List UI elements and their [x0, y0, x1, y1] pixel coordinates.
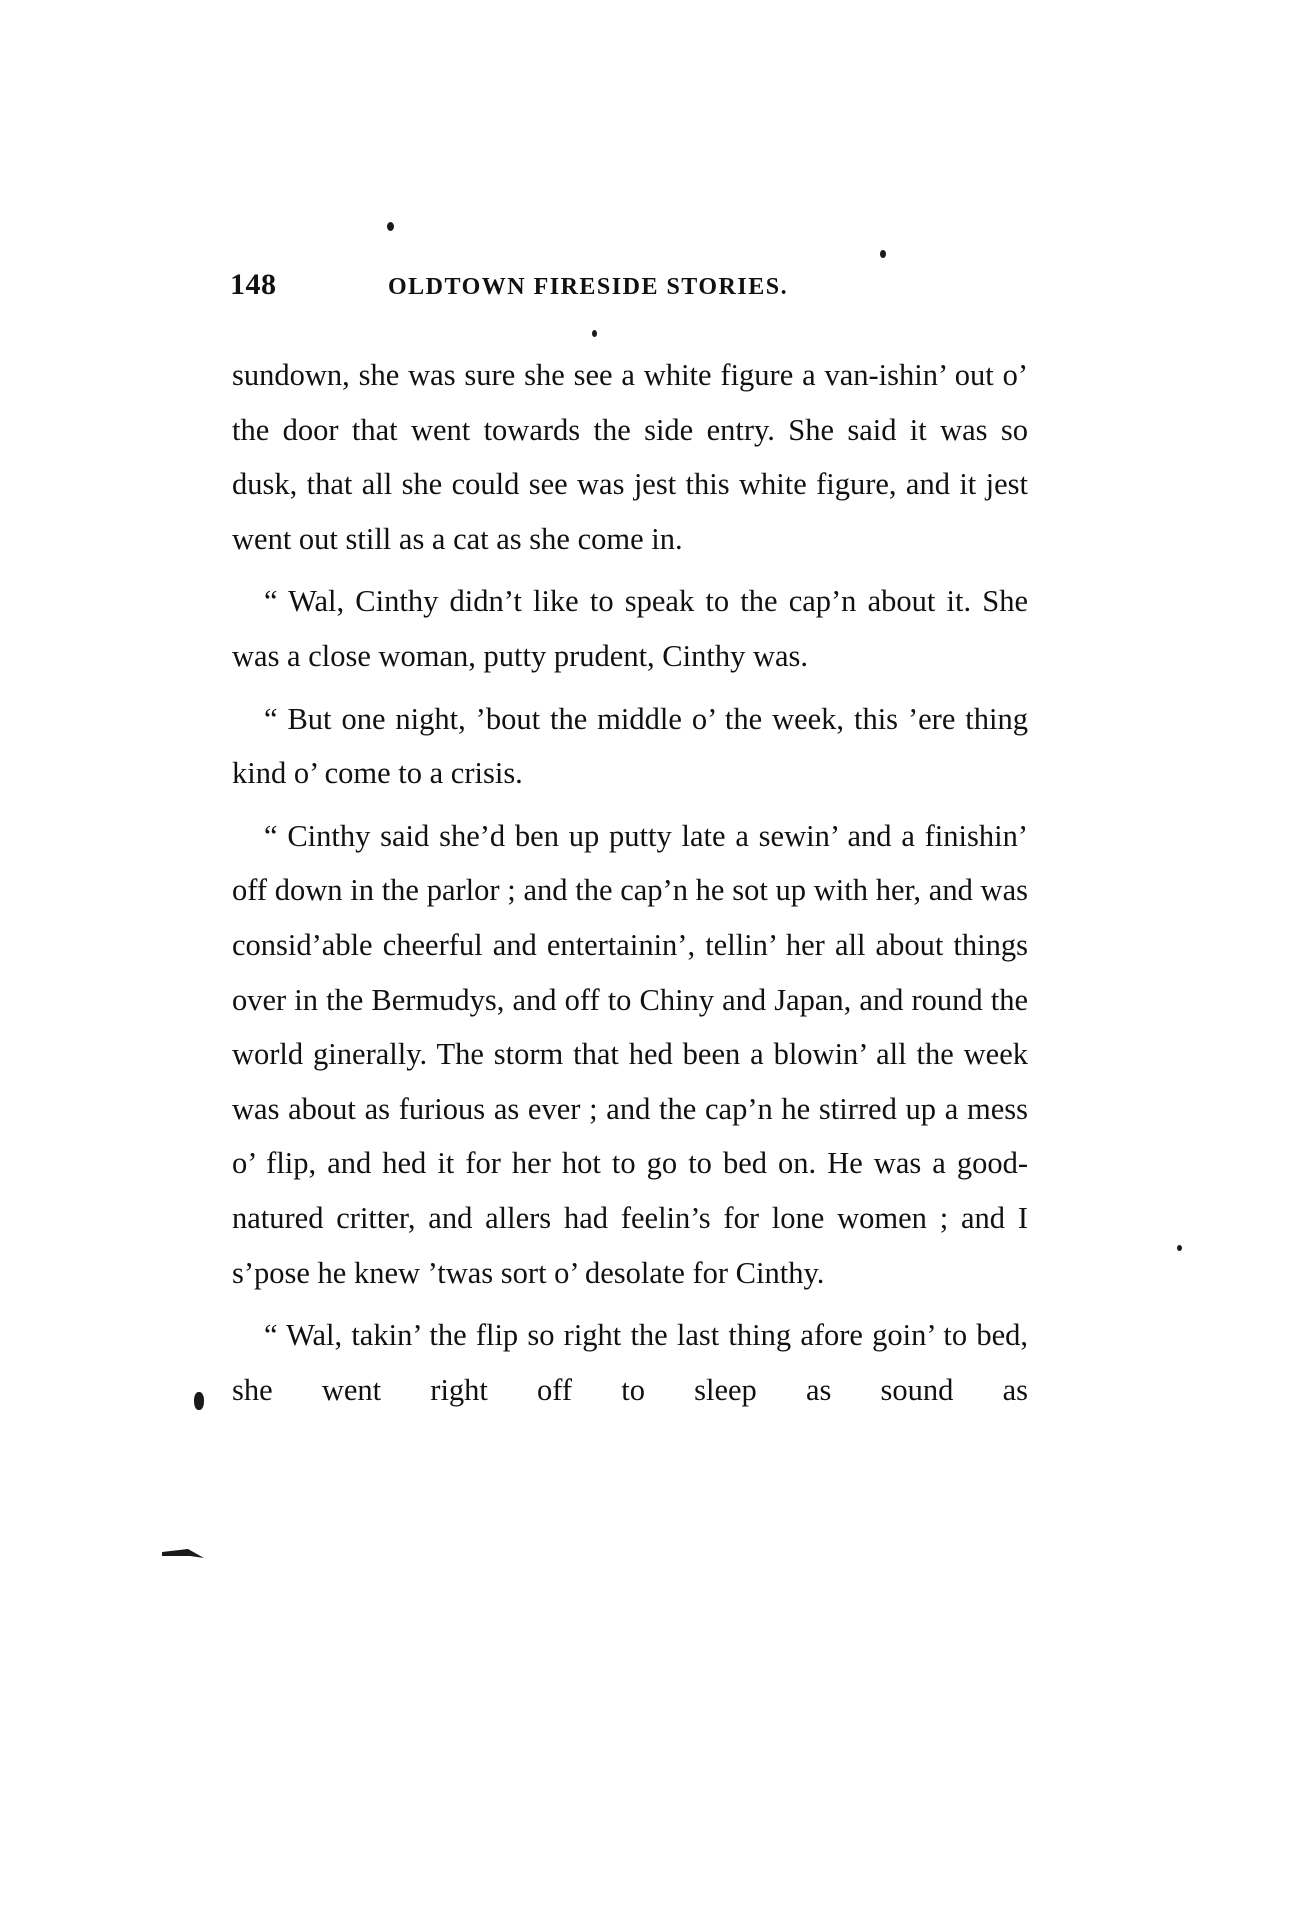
paragraph: “ Cinthy said she’d ben up putty late a sewin’ and a finishin’ off down in the parlor ; and the cap’n he sot up with her, and was consid’able cheerful and entertainin’, tellin’ her all about things over in the Bermudys, and off to Chiny and Japan, and round the world ginerally. The storm that hed been a blowin’ all the week was about as furious as ever ; and the cap’n he stirred up a mess o’ flip, and hed it for her hot to go to bed on. He was a good-natured critter, and allers had feelin’s for lone women ; and I s’pose he knew ’twas sort o’ desolate for Cinthy.	[232, 818, 1028, 1290]
page-number: 148	[230, 268, 277, 301]
scan-speck	[194, 1392, 204, 1410]
scan-speck	[880, 250, 886, 258]
paragraph: “ Wal, Cinthy didn’t like to speak to the cap’n about it. She was a close woman, putty prudent, Cinthy was.	[232, 584, 1028, 673]
paragraph: “ But one night, ’bout the middle o’ the week, this ’ere thing kind o’ come to a crisis.	[232, 701, 1028, 791]
paragraph: sundown, she was sure she see a white figure a van-ishin’ out o’ the door that went towards the side entry. She said it was so dusk, that all she could see was jest this white figure, and it jest went out still as a cat as she come in.	[232, 358, 1028, 556]
body-text	[232, 348, 1028, 1417]
paragraph: “ Wal, takin’ the flip so right the last thing afore goin’ to bed, she went right off to sleep as sound as	[232, 1318, 1028, 1407]
page-header	[230, 268, 1030, 308]
scan-speck	[1177, 1245, 1182, 1251]
scan-mark-icon	[160, 1540, 206, 1564]
scan-speck	[387, 222, 394, 231]
running-title: OLDTOWN FIRESIDE STORIES.	[388, 274, 789, 300]
scan-speck	[592, 330, 597, 337]
